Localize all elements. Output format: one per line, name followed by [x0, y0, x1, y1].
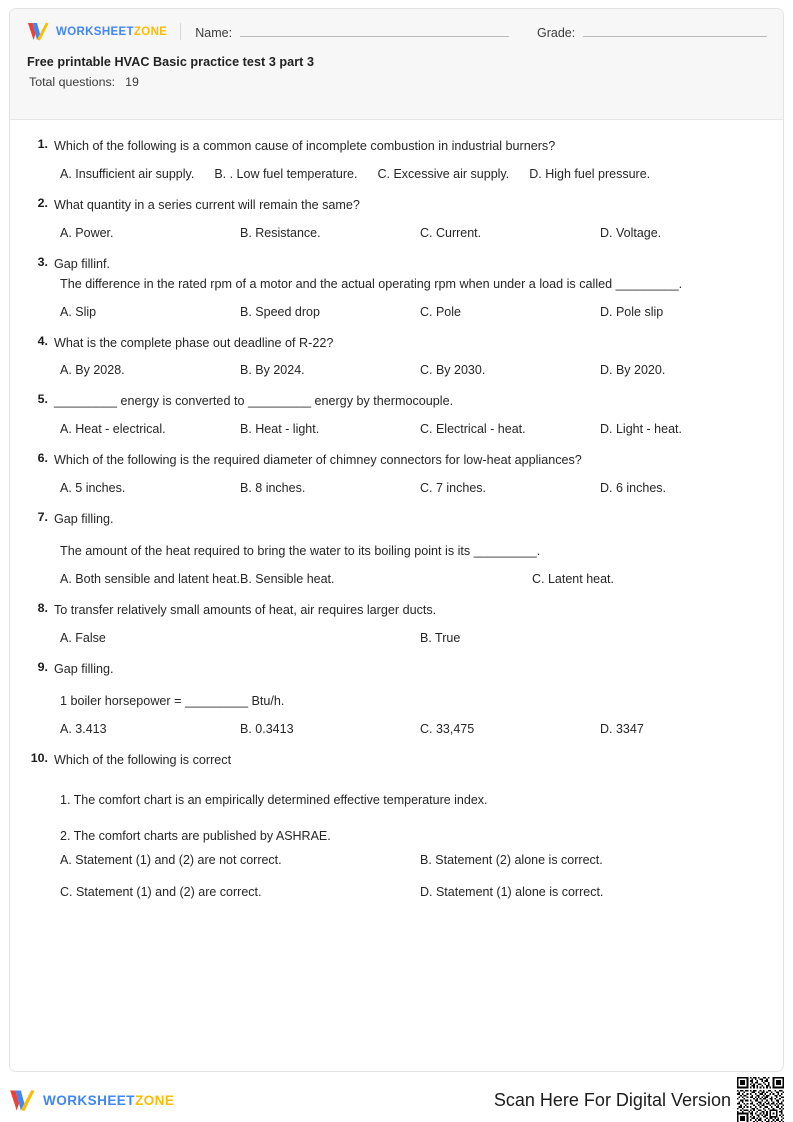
option-a[interactable]: A. Statement (1) and (2) are not correct.	[60, 852, 282, 867]
option-a[interactable]: A. 3.413	[60, 721, 107, 736]
total-questions-label: Total questions:	[29, 75, 116, 89]
question-number: 9.	[37, 659, 48, 674]
question-number: 6.	[37, 451, 48, 466]
option-c[interactable]: C. 7 inches.	[420, 481, 487, 496]
questions-list	[10, 120, 783, 899]
option-d[interactable]: D. Light - heat.	[600, 422, 682, 437]
question-head	[27, 510, 766, 530]
question-head	[27, 392, 766, 412]
option-b[interactable]: B. . Low fuel temperature.	[214, 166, 358, 181]
scan-here-label: Scan Here For Digital Version	[493, 1089, 731, 1110]
question-head	[27, 601, 766, 621]
option-b[interactable]: B. Statement (2) alone is correct.	[420, 852, 603, 867]
question-head	[27, 196, 766, 216]
question-options	[60, 422, 766, 436]
name-field[interactable]	[195, 24, 509, 40]
question-stem: What quantity in a series current will remain the same?	[54, 197, 360, 212]
grade-field[interactable]	[537, 24, 767, 40]
option-a[interactable]: A. Insufficient air supply.	[60, 166, 195, 181]
question-options	[60, 572, 766, 586]
question-item	[27, 334, 766, 378]
option-a[interactable]: A. Power.	[60, 225, 114, 240]
question-item	[27, 255, 766, 319]
header-top-row	[10, 9, 783, 54]
qr-code-icon[interactable]	[737, 1077, 784, 1122]
question-stem: Which of the following is the required diameter of chimney connectors for low-heat appliances?	[54, 453, 582, 468]
option-row	[60, 853, 766, 867]
worksheet-zone-logo-icon	[27, 22, 49, 41]
option-c[interactable]: C. Pole	[420, 304, 461, 319]
option-a[interactable]: A. By 2028.	[60, 363, 125, 378]
total-questions	[10, 69, 783, 89]
question-head	[27, 451, 766, 471]
question-options	[60, 305, 766, 319]
question-number: 1.	[37, 137, 48, 151]
brand-logo	[27, 22, 167, 41]
question-item	[27, 510, 766, 586]
option-d[interactable]: D. Voltage.	[600, 225, 662, 240]
footer-brand-word-worksheet: WORKSHEET	[43, 1092, 135, 1108]
question-stem: Which of the following is correct	[54, 752, 232, 767]
option-b[interactable]: B. Heat - light.	[240, 422, 320, 437]
question-item	[27, 137, 766, 181]
question-body-text: The difference in the rated rpm of a motor and the actual operating rpm when under a load is called _________.	[60, 276, 683, 291]
question-item	[27, 392, 766, 436]
question-number: 8.	[37, 601, 48, 616]
question-stem: Gap fillinf.	[54, 256, 110, 271]
question-statement-1: 1. The comfort chart is an empirically determined effective temperature index.	[60, 792, 488, 807]
brand-word-worksheet: WORKSHEET	[56, 25, 134, 38]
option-d[interactable]: D. 6 inches.	[600, 481, 667, 496]
footer-scan-block	[494, 1077, 784, 1122]
option-d[interactable]: D. 3347	[600, 721, 644, 736]
option-a[interactable]: A. False	[60, 630, 106, 645]
worksheet-card	[9, 8, 784, 1072]
question-head	[27, 255, 766, 275]
question-number: 7.	[37, 510, 48, 525]
question-stem: Which of the following is a common cause of incomplete combustion in industrial burners?	[54, 139, 556, 153]
question-stem: What is the complete phase out deadline of R-22?	[54, 335, 334, 350]
page-footer	[9, 1082, 784, 1118]
question-stem: Gap filling.	[54, 661, 114, 676]
option-b[interactable]: B. Sensible heat.	[240, 572, 335, 587]
question-stem: _________ energy is converted to _________ energy by thermocouple.	[54, 394, 454, 409]
option-c[interactable]: C. 33,475	[420, 721, 475, 736]
brand-wordmark	[56, 26, 167, 38]
question-options	[60, 481, 766, 495]
option-row	[60, 885, 766, 899]
option-d[interactable]: D. Statement (1) alone is correct.	[420, 884, 604, 899]
option-c[interactable]: C. Statement (1) and (2) are correct.	[60, 884, 262, 899]
option-c[interactable]: C. Latent heat.	[532, 572, 615, 587]
header-divider	[180, 23, 181, 40]
question-item	[27, 751, 766, 899]
option-b[interactable]: B. By 2024.	[240, 363, 305, 378]
question-number: 4.	[37, 333, 48, 348]
worksheet-header	[10, 9, 783, 120]
question-item	[27, 660, 766, 736]
question-options	[60, 363, 766, 377]
option-b[interactable]: B. 8 inches.	[240, 481, 306, 496]
question-number: 10.	[30, 750, 48, 765]
option-c[interactable]: C. Excessive air supply.	[377, 166, 510, 181]
question-options	[60, 853, 766, 899]
option-a[interactable]: A. Both sensible and latent heat.	[60, 572, 240, 587]
question-statement-2: 2. The comfort charts are published by ASHRAE.	[60, 828, 331, 843]
question-stem: Gap filling.	[54, 512, 114, 527]
question-head	[27, 334, 766, 354]
question-body-text: 1 boiler horsepower = _________ Btu/h.	[60, 693, 285, 708]
grade-input-line[interactable]	[583, 24, 767, 37]
question-item	[27, 196, 766, 240]
total-questions-value: 19	[125, 75, 139, 89]
option-b[interactable]: B. 0.3413	[240, 721, 294, 736]
footer-brand-logo	[9, 1089, 174, 1112]
question-options	[60, 226, 766, 240]
option-c[interactable]: C. Current.	[420, 225, 482, 240]
option-c[interactable]: C. Electrical - heat.	[420, 422, 526, 437]
question-stem: To transfer relatively small amounts of heat, air requires larger ducts.	[54, 603, 437, 618]
name-label: Name:	[195, 25, 233, 40]
question-head	[27, 660, 766, 680]
question-number: 5.	[37, 392, 48, 407]
brand-word-zone: ZONE	[133, 25, 168, 38]
option-d[interactable]: D. High fuel pressure.	[529, 166, 651, 181]
footer-brand-wordmark	[43, 1093, 174, 1108]
option-b[interactable]: B. True	[420, 630, 461, 645]
option-a[interactable]: A. Heat - electrical.	[60, 422, 166, 437]
question-item	[27, 601, 766, 645]
option-b[interactable]: B. Speed drop	[240, 304, 320, 319]
option-d[interactable]: D. By 2020.	[600, 363, 666, 378]
option-b[interactable]: B. Resistance.	[240, 225, 321, 240]
question-head	[27, 137, 766, 157]
question-body-text: The amount of the heat required to bring the water to its boiling point is its _________.	[60, 544, 541, 559]
worksheet-title: Free printable HVAC Basic practice test 3 part 3	[27, 55, 315, 69]
option-a[interactable]: A. 5 inches.	[60, 481, 126, 496]
question-number: 2.	[37, 195, 48, 210]
option-c[interactable]: C. By 2030.	[420, 363, 486, 378]
grade-label: Grade:	[537, 25, 576, 40]
worksheet-zone-logo-icon	[9, 1089, 35, 1112]
question-options	[60, 631, 766, 645]
question-number: 3.	[37, 254, 48, 269]
question-item	[27, 451, 766, 495]
option-d[interactable]: D. Pole slip	[600, 304, 664, 319]
question-options	[60, 167, 766, 181]
question-head	[27, 751, 766, 771]
option-a[interactable]: A. Slip	[60, 304, 97, 319]
question-options	[60, 722, 766, 736]
name-input-line[interactable]	[240, 24, 509, 37]
footer-brand-word-zone: ZONE	[134, 1092, 175, 1108]
